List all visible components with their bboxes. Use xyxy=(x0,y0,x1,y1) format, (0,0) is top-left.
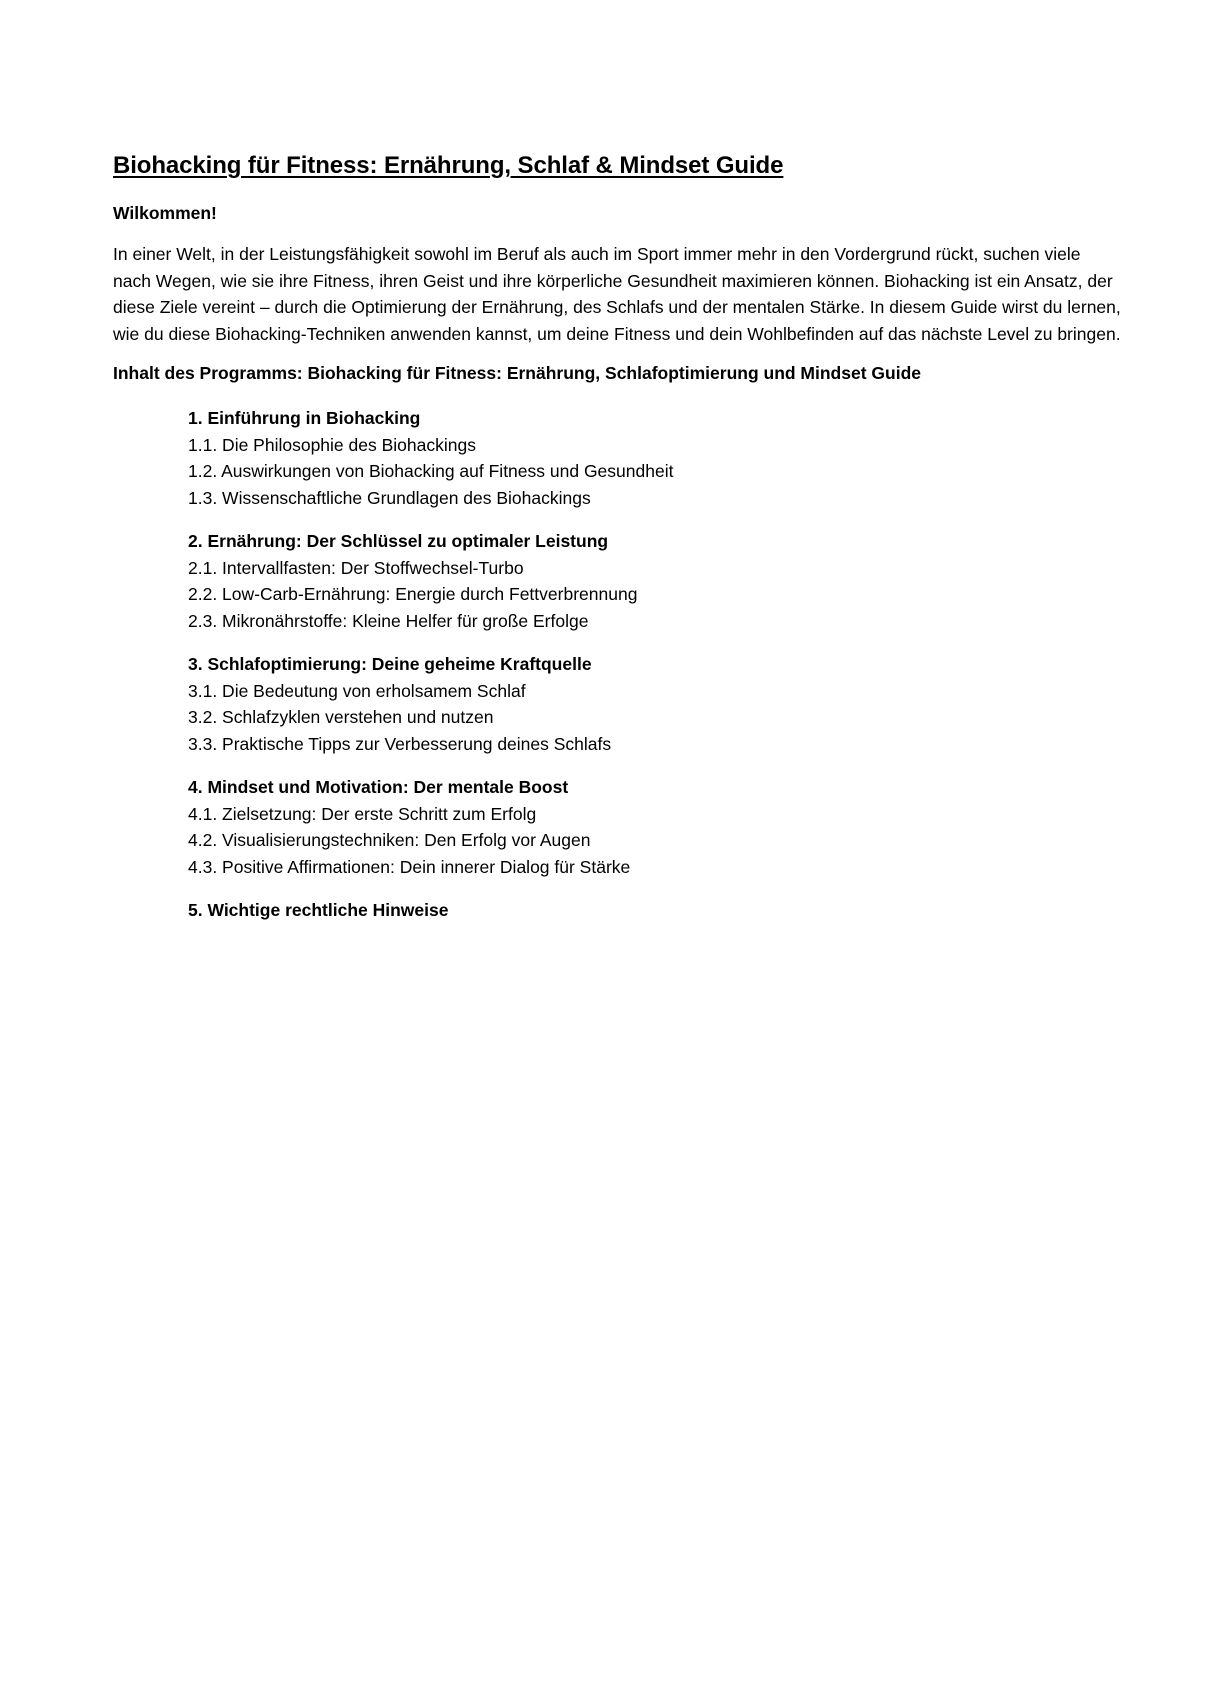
toc-item: 2.1. Intervallfasten: Der Stoffwechsel-Turbo xyxy=(188,557,524,578)
welcome-heading: Wilkommen! xyxy=(113,203,217,223)
table-of-contents xyxy=(188,405,1123,924)
toc-section-5 xyxy=(188,897,1123,924)
toc-section-2 xyxy=(188,528,1123,634)
toc-section-3 xyxy=(188,651,1123,757)
toc-item: 4.3. Positive Affirmationen: Dein innerer Dialog für Stärke xyxy=(188,856,631,877)
toc-item: 3.2. Schlafzyklen verstehen und nutzen xyxy=(188,707,494,727)
toc-section-4 xyxy=(188,774,1123,880)
toc-chapter-5: 5. Wichtige rechtliche Hinweise xyxy=(188,900,449,920)
toc-item: 1.3. Wissenschaftliche Grundlagen des Biohackings xyxy=(188,487,591,508)
toc-item: 2.2. Low-Carb-Ernährung: Energie durch Fettverbrennung xyxy=(188,584,638,604)
toc-chapter-2: 2. Ernährung: Der Schlüssel zu optimaler Leistung xyxy=(188,531,609,551)
toc-item: 3.1. Die Bedeutung von erholsamem Schlaf xyxy=(188,680,526,701)
toc-item: 4.1. Zielsetzung: Der erste Schritt zum Erfolg xyxy=(188,803,537,824)
toc-item: 1.1. Die Philosophie des Biohackings xyxy=(188,434,476,455)
document-page xyxy=(113,150,1123,941)
toc-item: 4.2. Visualisierungstechniken: Den Erfolg vor Augen xyxy=(188,830,591,850)
toc-item: 2.3. Mikronährstoffe: Kleine Helfer für große Erfolge xyxy=(188,610,589,631)
toc-chapter-3: 3. Schlafoptimierung: Deine geheime Kraftquelle xyxy=(188,654,592,674)
toc-section-1 xyxy=(188,405,1123,511)
toc-item: 1.2. Auswirkungen von Biohacking auf Fitness und Gesundheit xyxy=(188,461,674,481)
intro-paragraph: In einer Welt, in der Leistungsfähigkeit sowohl im Beruf als auch im Sport immer mehr in den Vordergrund rückt, suchen viele nach Wegen, wie sie ihre Fitness, ihren Geist und ihre körperliche Gesundheit maximieren können. Biohacking ist ein Ansatz, der diese Ziele vereint – durch die Optimierung der Ernährung, des Schlafs und der mentalen Stärke. In diesem Guide wirst du lernen, wie du diese Biohacking-Techniken anwenden kannst, um deine Fitness und dein Wohlbefinden auf das nächste Level zu bringen. xyxy=(113,244,1121,344)
toc-chapter-1: 1. Einführung in Biohacking xyxy=(188,408,421,428)
toc-heading: Inhalt des Programms: Biohacking für Fitness: Ernährung, Schlafoptimierung und Mindset Guide xyxy=(113,363,921,383)
document-title: Biohacking für Fitness: Ernährung, Schlaf & Mindset Guide xyxy=(113,152,784,179)
toc-item: 3.3. Praktische Tipps zur Verbesserung deines Schlafs xyxy=(188,733,612,754)
toc-chapter-4: 4. Mindset und Motivation: Der mentale Boost xyxy=(188,777,569,797)
